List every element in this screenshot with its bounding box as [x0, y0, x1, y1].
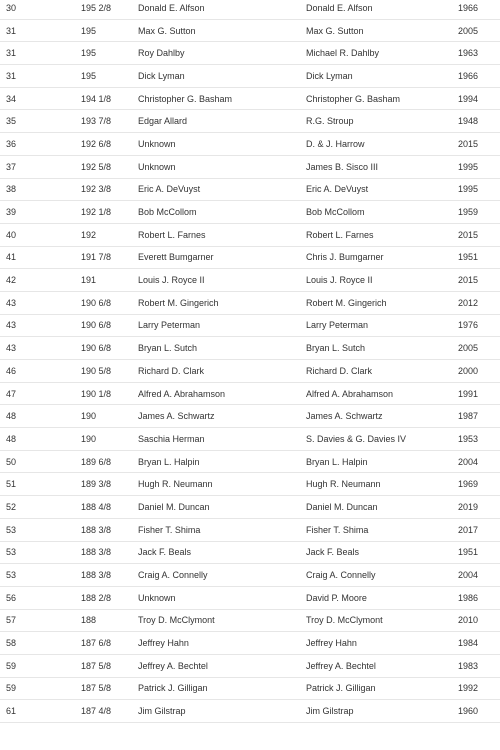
year-cell: 2000	[458, 365, 479, 376]
year-cell: 1966	[458, 70, 479, 81]
year-cell: 1948	[458, 116, 479, 127]
year-cell: 1966	[458, 2, 479, 13]
rank-cell: 47	[6, 388, 17, 399]
hunter-cell: Everett Bumgarner	[138, 252, 214, 263]
table-row	[0, 179, 500, 202]
hunter-cell: Roy Dahlby	[138, 48, 185, 59]
score-cell: 188 3/8	[81, 570, 112, 581]
table-row	[0, 655, 500, 678]
rank-cell: 39	[6, 207, 17, 218]
hunter-cell: Unknown	[138, 592, 176, 603]
score-cell: 192 6/8	[81, 138, 112, 149]
score-cell: 194 1/8	[81, 93, 112, 104]
rank-cell: 59	[6, 683, 17, 694]
year-cell: 1963	[458, 48, 479, 59]
year-cell: 1983	[458, 660, 479, 671]
score-cell: 192 1/8	[81, 207, 112, 218]
owner-cell: Alfred A. Abrahamson	[306, 388, 394, 399]
score-cell: 193 7/8	[81, 116, 112, 127]
table-row	[0, 247, 500, 270]
rank-cell: 53	[6, 524, 17, 535]
score-cell: 189 3/8	[81, 479, 112, 490]
table-row	[0, 473, 500, 496]
rank-cell: 57	[6, 615, 17, 626]
rank-cell: 31	[6, 48, 17, 59]
owner-cell: Jack F. Beals	[306, 547, 360, 558]
score-cell: 187 5/8	[81, 683, 112, 694]
hunter-cell: Alfred A. Abrahamson	[138, 388, 226, 399]
rank-cell: 43	[6, 320, 17, 331]
table-row	[0, 587, 500, 610]
hunter-cell: Fisher T. Shima	[138, 524, 201, 535]
score-cell: 190	[81, 433, 97, 444]
year-cell: 2012	[458, 297, 479, 308]
score-cell: 195	[81, 70, 97, 81]
owner-cell: Bob McCollom	[306, 207, 365, 218]
hunter-cell: Larry Peterman	[138, 320, 201, 331]
table-row	[0, 88, 500, 111]
rank-cell: 40	[6, 229, 17, 240]
table-row	[0, 405, 500, 428]
owner-cell: Jeffrey Hahn	[306, 638, 357, 649]
hunter-cell: James A. Schwartz	[138, 411, 215, 422]
year-cell: 1959	[458, 207, 479, 218]
year-cell: 2005	[458, 343, 479, 354]
owner-cell: James B. Sisco III	[306, 161, 379, 172]
owner-cell: Chris J. Bumgarner	[306, 252, 384, 263]
owner-cell: R.G. Stroup	[306, 116, 354, 127]
score-cell: 190 6/8	[81, 320, 112, 331]
owner-cell: Jim Gilstrap	[306, 706, 354, 717]
owner-cell: Michael R. Dahlby	[306, 48, 380, 59]
hunter-cell: Jim Gilstrap	[138, 706, 186, 717]
rank-cell: 36	[6, 138, 17, 149]
owner-cell: Patrick J. Gilligan	[306, 683, 376, 694]
hunter-cell: Donald E. Alfson	[138, 2, 205, 13]
year-cell: 1951	[458, 252, 479, 263]
year-cell: 1984	[458, 638, 479, 649]
table-row	[0, 201, 500, 224]
table-row	[0, 156, 500, 179]
score-cell: 188 2/8	[81, 592, 112, 603]
year-cell: 1995	[458, 161, 479, 172]
year-cell: 2015	[458, 229, 479, 240]
rank-cell: 43	[6, 297, 17, 308]
year-cell: 2005	[458, 25, 479, 36]
owner-cell: David P. Moore	[306, 592, 367, 603]
score-cell: 190 6/8	[81, 297, 112, 308]
rank-cell: 52	[6, 501, 17, 512]
hunter-cell: Robert L. Farnes	[138, 229, 206, 240]
rank-cell: 50	[6, 456, 17, 467]
score-cell: 190 6/8	[81, 343, 112, 354]
table-row	[0, 428, 500, 451]
score-cell: 188 3/8	[81, 547, 112, 558]
rank-cell: 31	[6, 70, 17, 81]
hunter-cell: Max G. Sutton	[138, 25, 196, 36]
owner-cell: Max G. Sutton	[306, 25, 364, 36]
year-cell: 2015	[458, 138, 479, 149]
table-row	[0, 269, 500, 292]
table-row	[0, 360, 500, 383]
table-row	[0, 700, 500, 723]
owner-cell: Hugh R. Neumann	[306, 479, 381, 490]
score-cell: 195	[81, 25, 97, 36]
score-cell: 188	[81, 615, 97, 626]
owner-cell: Donald E. Alfson	[306, 2, 373, 13]
year-cell: 1994	[458, 93, 479, 104]
hunter-cell: Unknown	[138, 138, 176, 149]
rank-cell: 53	[6, 547, 17, 558]
table-row	[0, 632, 500, 655]
year-cell: 1976	[458, 320, 479, 331]
table-row	[0, 519, 500, 542]
owner-cell: Richard D. Clark	[306, 365, 373, 376]
score-cell: 189 6/8	[81, 456, 112, 467]
table-row	[0, 0, 500, 20]
year-cell: 2004	[458, 570, 479, 581]
table-row	[0, 542, 500, 565]
hunter-cell: Jack F. Beals	[138, 547, 192, 558]
score-cell: 192	[81, 229, 97, 240]
score-cell: 188 3/8	[81, 524, 112, 535]
year-cell: 1987	[458, 411, 479, 422]
year-cell: 1986	[458, 592, 479, 603]
owner-cell: Dick Lyman	[306, 70, 353, 81]
year-cell: 2017	[458, 524, 479, 535]
owner-cell: D. & J. Harrow	[306, 138, 365, 149]
rank-cell: 37	[6, 161, 17, 172]
hunter-cell: Craig A. Connelly	[138, 570, 208, 581]
year-cell: 1969	[458, 479, 479, 490]
score-cell: 191 7/8	[81, 252, 112, 263]
rank-cell: 51	[6, 479, 17, 490]
owner-cell: Bryan L. Sutch	[306, 343, 366, 354]
hunter-cell: Louis J. Royce II	[138, 275, 205, 286]
owner-cell: Robert M. Gingerich	[306, 297, 387, 308]
hunter-cell: Bryan L. Sutch	[138, 343, 198, 354]
hunter-cell: Troy D. McClymont	[138, 615, 215, 626]
owner-cell: S. Davies & G. Davies IV	[306, 433, 407, 444]
table-row	[0, 496, 500, 519]
table-row	[0, 224, 500, 247]
owner-cell: Craig A. Connelly	[306, 570, 376, 581]
owner-cell: James A. Schwartz	[306, 411, 383, 422]
year-cell: 2004	[458, 456, 479, 467]
table-row	[0, 133, 500, 156]
owner-cell: Larry Peterman	[306, 320, 369, 331]
score-cell: 188 4/8	[81, 501, 112, 512]
hunter-cell: Dick Lyman	[138, 70, 185, 81]
hunter-cell: Christopher G. Basham	[138, 93, 233, 104]
rank-cell: 30	[6, 2, 17, 13]
table-row	[0, 564, 500, 587]
rank-cell: 56	[6, 592, 17, 603]
score-cell: 195	[81, 48, 97, 59]
rank-cell: 43	[6, 343, 17, 354]
table-row	[0, 20, 500, 43]
rank-cell: 59	[6, 660, 17, 671]
table-row	[0, 315, 500, 338]
score-cell: 190 1/8	[81, 388, 112, 399]
score-cell: 190 5/8	[81, 365, 112, 376]
hunter-cell: Jeffrey A. Bechtel	[138, 660, 208, 671]
table-row	[0, 678, 500, 701]
owner-cell: Bryan L. Halpin	[306, 456, 368, 467]
owner-cell: Louis J. Royce II	[306, 275, 373, 286]
table-row	[0, 337, 500, 360]
owner-cell: Jeffrey A. Bechtel	[306, 660, 376, 671]
rank-cell: 34	[6, 93, 17, 104]
hunter-cell: Saschia Herman	[138, 433, 205, 444]
score-cell: 187 6/8	[81, 638, 112, 649]
score-cell: 192 5/8	[81, 161, 112, 172]
rank-cell: 31	[6, 25, 17, 36]
hunter-cell: Bob McCollom	[138, 207, 197, 218]
owner-cell: Fisher T. Shima	[306, 524, 369, 535]
rank-cell: 48	[6, 411, 17, 422]
rank-cell: 38	[6, 184, 17, 195]
owner-cell: Christopher G. Basham	[306, 93, 401, 104]
year-cell: 1995	[458, 184, 479, 195]
score-cell: 187 4/8	[81, 706, 112, 717]
year-cell: 1992	[458, 683, 479, 694]
table-row	[0, 42, 500, 65]
hunter-cell: Jeffrey Hahn	[138, 638, 189, 649]
rank-cell: 46	[6, 365, 17, 376]
rank-cell: 61	[6, 706, 17, 717]
table-row	[0, 65, 500, 88]
hunter-cell: Daniel M. Duncan	[138, 501, 210, 512]
hunter-cell: Patrick J. Gilligan	[138, 683, 208, 694]
hunter-cell: Eric A. DeVuyst	[138, 184, 201, 195]
score-cell: 191	[81, 275, 97, 286]
hunter-cell: Edgar Allard	[138, 116, 188, 127]
table-row	[0, 610, 500, 633]
hunter-cell: Bryan L. Halpin	[138, 456, 200, 467]
year-cell: 1953	[458, 433, 479, 444]
year-cell: 2015	[458, 275, 479, 286]
rank-cell: 48	[6, 433, 17, 444]
score-cell: 195 2/8	[81, 2, 112, 13]
table-row	[0, 110, 500, 133]
hunter-cell: Unknown	[138, 161, 176, 172]
rank-cell: 58	[6, 638, 17, 649]
table-row	[0, 451, 500, 474]
year-cell: 1960	[458, 706, 479, 717]
hunter-cell: Richard D. Clark	[138, 365, 205, 376]
rank-cell: 35	[6, 116, 17, 127]
owner-cell: Daniel M. Duncan	[306, 501, 378, 512]
year-cell: 2019	[458, 501, 479, 512]
owner-cell: Robert L. Farnes	[306, 229, 374, 240]
hunter-cell: Robert M. Gingerich	[138, 297, 219, 308]
table-row	[0, 383, 500, 406]
year-cell: 1991	[458, 388, 479, 399]
owner-cell: Troy D. McClymont	[306, 615, 383, 626]
table-row	[0, 292, 500, 315]
year-cell: 1951	[458, 547, 479, 558]
rank-cell: 53	[6, 570, 17, 581]
score-cell: 187 5/8	[81, 660, 112, 671]
hunter-cell: Hugh R. Neumann	[138, 479, 213, 490]
rank-cell: 41	[6, 252, 17, 263]
owner-cell: Eric A. DeVuyst	[306, 184, 369, 195]
score-cell: 192 3/8	[81, 184, 112, 195]
year-cell: 2010	[458, 615, 479, 626]
score-cell: 190	[81, 411, 97, 422]
rank-cell: 42	[6, 275, 17, 286]
